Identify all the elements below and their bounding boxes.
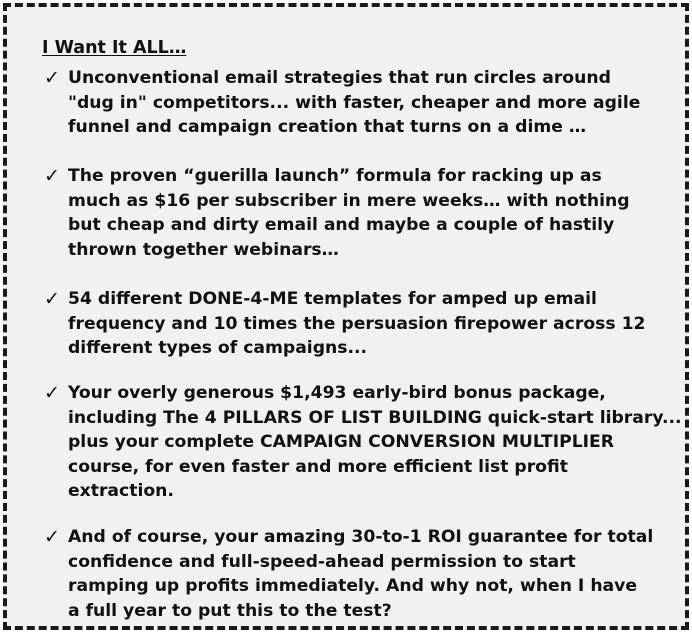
text-line: funnel and campaign creation that turns on a dime … bbox=[68, 117, 587, 137]
checkmark-icon: ✓ bbox=[44, 288, 60, 310]
checkmark-icon: ✓ bbox=[44, 67, 60, 89]
text-line: confidence and full-speed-ahead permission to start bbox=[68, 551, 576, 572]
offer-box bbox=[3, 3, 689, 630]
bullet-text bbox=[68, 381, 682, 504]
text-line: And of course, your amazing 30-to-1 ROI guarantee for total bbox=[68, 527, 654, 547]
text-line: different types of campaigns... bbox=[68, 338, 368, 358]
text-line: 54 different DONE-4-ME templates for amped up email bbox=[68, 289, 597, 309]
text-line: The proven “guerilla launch” formula for racking up as bbox=[68, 166, 602, 186]
text-line: frequency and 10 times the persuasion firepower across 12 bbox=[68, 313, 646, 334]
text-line: Your overly generous $1,493 early-bird bonus package, bbox=[68, 383, 606, 403]
bullet-text bbox=[68, 287, 646, 361]
text-line: but cheap and dirty email and maybe a couple of hastily bbox=[68, 215, 615, 235]
text-line: Unconventional email strategies that run circles around bbox=[68, 68, 611, 88]
text-line: extraction. bbox=[68, 481, 174, 501]
checkmark-icon: ✓ bbox=[44, 165, 60, 187]
text-line: "dug in" competitors... with faster, cheaper and more agile bbox=[68, 92, 641, 113]
text-line: plus your complete CAMPAIGN CONVERSION MULTIPLIER bbox=[68, 432, 615, 452]
text-line: including The 4 PILLARS OF LIST BUILDING quick-start library... bbox=[68, 407, 682, 428]
bullet-text bbox=[68, 164, 630, 262]
checkmark-icon: ✓ bbox=[44, 382, 60, 404]
box-heading: I Want It ALL… bbox=[42, 38, 187, 58]
text-line: a full year to put this to the test? bbox=[68, 600, 392, 621]
text-line: much as $16 per subscriber in mere weeks… with nothing bbox=[68, 190, 630, 211]
text-line: thrown together webinars… bbox=[68, 239, 339, 260]
text-line: course, for even faster and more efficient list profit bbox=[68, 456, 568, 477]
bullet-text bbox=[68, 66, 640, 140]
bullet-text bbox=[68, 525, 653, 623]
text-line: ramping up profits immediately. And why not, when I have bbox=[68, 576, 638, 596]
checkmark-icon: ✓ bbox=[44, 526, 60, 548]
